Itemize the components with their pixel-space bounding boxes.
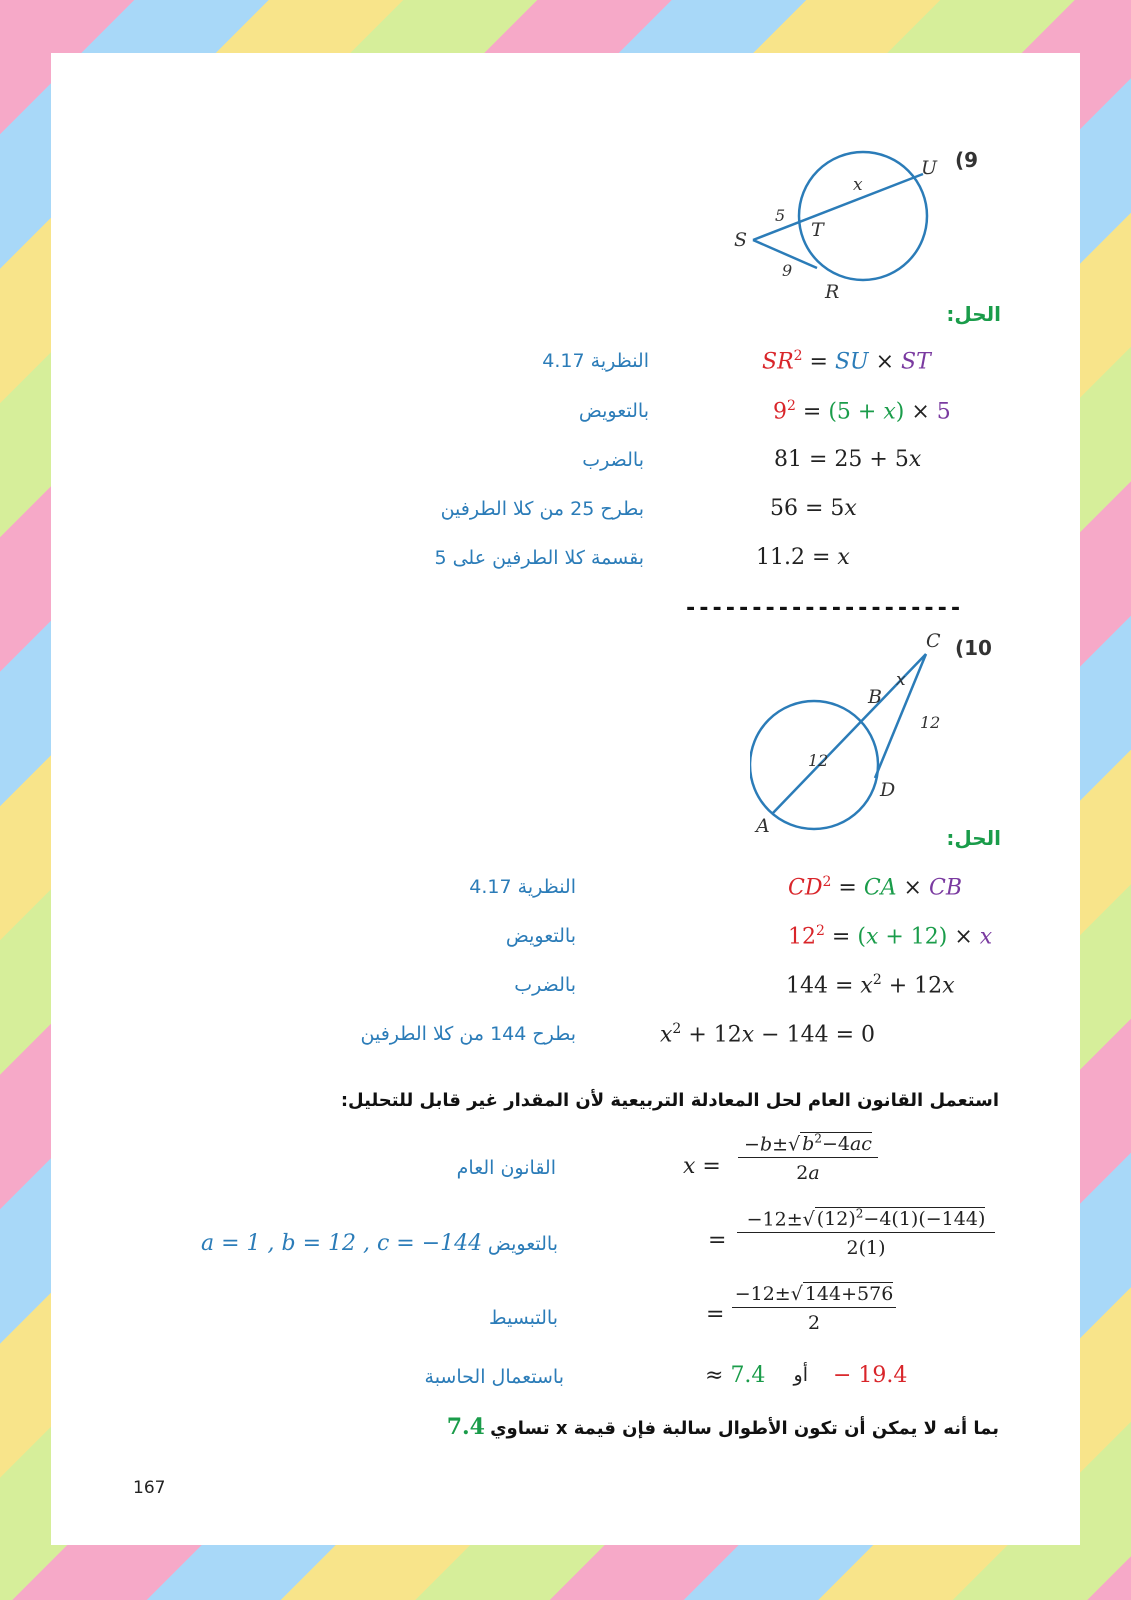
label-12-chord: 12 — [808, 751, 829, 770]
formula-eq-simplify: = — [706, 1302, 725, 1327]
p9-eq-theorem: $SR^2$ = SU × ST — [762, 348, 931, 375]
p9-note-2: بالضرب — [582, 449, 644, 471]
label-d: D — [880, 779, 896, 801]
label-x10: x — [896, 670, 906, 690]
label-c: C — [926, 630, 941, 652]
problem-9-number: (9 — [955, 148, 979, 172]
conclusion — [447, 1414, 999, 1440]
problem-10-figure — [750, 630, 950, 850]
p9-note-3: بطرح 25 من كلا الطرفين — [440, 498, 644, 520]
label-t: T — [811, 219, 824, 241]
formula-simplified: $\frac{-12\pm√ 144+576}{2}$ — [732, 1283, 896, 1334]
label-b: B — [868, 686, 882, 708]
p10-note-3: بطرح 144 من كلا الطرفين — [360, 1023, 576, 1045]
formula-note-3: باستعمال الحاسبة — [424, 1366, 564, 1388]
p10-eq-theorem: $CD^2$ = CA × CB — [788, 874, 962, 901]
problem-10-number: (10 — [955, 636, 992, 660]
formula-x-equals: x = — [683, 1154, 721, 1179]
problem-9-figure — [725, 140, 955, 310]
p9-note-1: بالتعويض — [578, 400, 649, 422]
formula-note-0: القانون العام — [456, 1157, 556, 1179]
p9-note-4: بقسمة كلا الطرفين على 5 — [434, 547, 644, 569]
divider: --------------------- — [684, 596, 963, 621]
p10-eq-substitute: $12^2 = (x + 12) \times x$ — [788, 923, 993, 950]
label-5: 5 — [775, 206, 786, 225]
p10-intro: استعمل القانون العام لحل المعادلة التربيعية لأن المقدار غير قابل للتحليل: — [340, 1090, 999, 1111]
label-r: R — [825, 281, 840, 303]
or-word: أو — [793, 1364, 808, 1386]
p10-eq-multiply: $144 = x^2 + 12x$ — [786, 972, 955, 999]
formula-note-2: بالتبسيط — [488, 1307, 558, 1329]
p9-eq-subtract: 56 = 5x — [770, 496, 857, 521]
label-u: U — [921, 157, 938, 179]
negative-result: − 19.4 — [833, 1363, 908, 1388]
approx-result: ≈ 7.4 — [705, 1363, 766, 1388]
problem-9-solution-label: الحل: — [946, 302, 1001, 326]
label-s: S — [734, 229, 748, 251]
p9-eq-multiply: 81 = 25 + 5x — [774, 447, 922, 472]
formula-eq-substitute: = — [708, 1228, 727, 1253]
problem-10-solution-label: الحل: — [946, 826, 1001, 850]
label-12-tangent: 12 — [920, 713, 941, 732]
conclusion-text: بما أنه لا يمكن أن تكون الأطوال سالبة فإن قيمة x تساوي — [490, 1418, 999, 1439]
page-number: 167 — [133, 1478, 166, 1498]
label-x: x — [853, 175, 863, 195]
label-9: 9 — [782, 261, 793, 280]
conclusion-value: 7.4 — [446, 1414, 485, 1440]
p10-note-2: بالضرب — [514, 974, 576, 996]
p9-eq-divide: 11.2 = x — [756, 545, 850, 570]
formula-substituted: $\frac{-12\pm√ (12)^2-4(1)(-144)}{2(1)}$ — [737, 1207, 995, 1259]
formula-general: $\frac{-b\pm√ b^2-4ac}{2a}$ — [738, 1132, 878, 1184]
label-a: A — [756, 815, 770, 837]
p10-eq-subtract: $x^2 + 12x - 144 = 0$ — [660, 1021, 876, 1048]
formula-note-1: بالتعويض — [487, 1233, 558, 1255]
p10-note-1: بالتعويض — [505, 925, 576, 947]
p9-eq-substitute: $9^2 = (5 + x) \times 5$ — [773, 398, 951, 425]
p9-note-0: النظرية 4.17 — [542, 350, 649, 372]
coefficients: a = 1 , b = 12 , c = −144 — [201, 1231, 483, 1256]
p10-note-0: النظرية 4.17 — [469, 876, 576, 898]
